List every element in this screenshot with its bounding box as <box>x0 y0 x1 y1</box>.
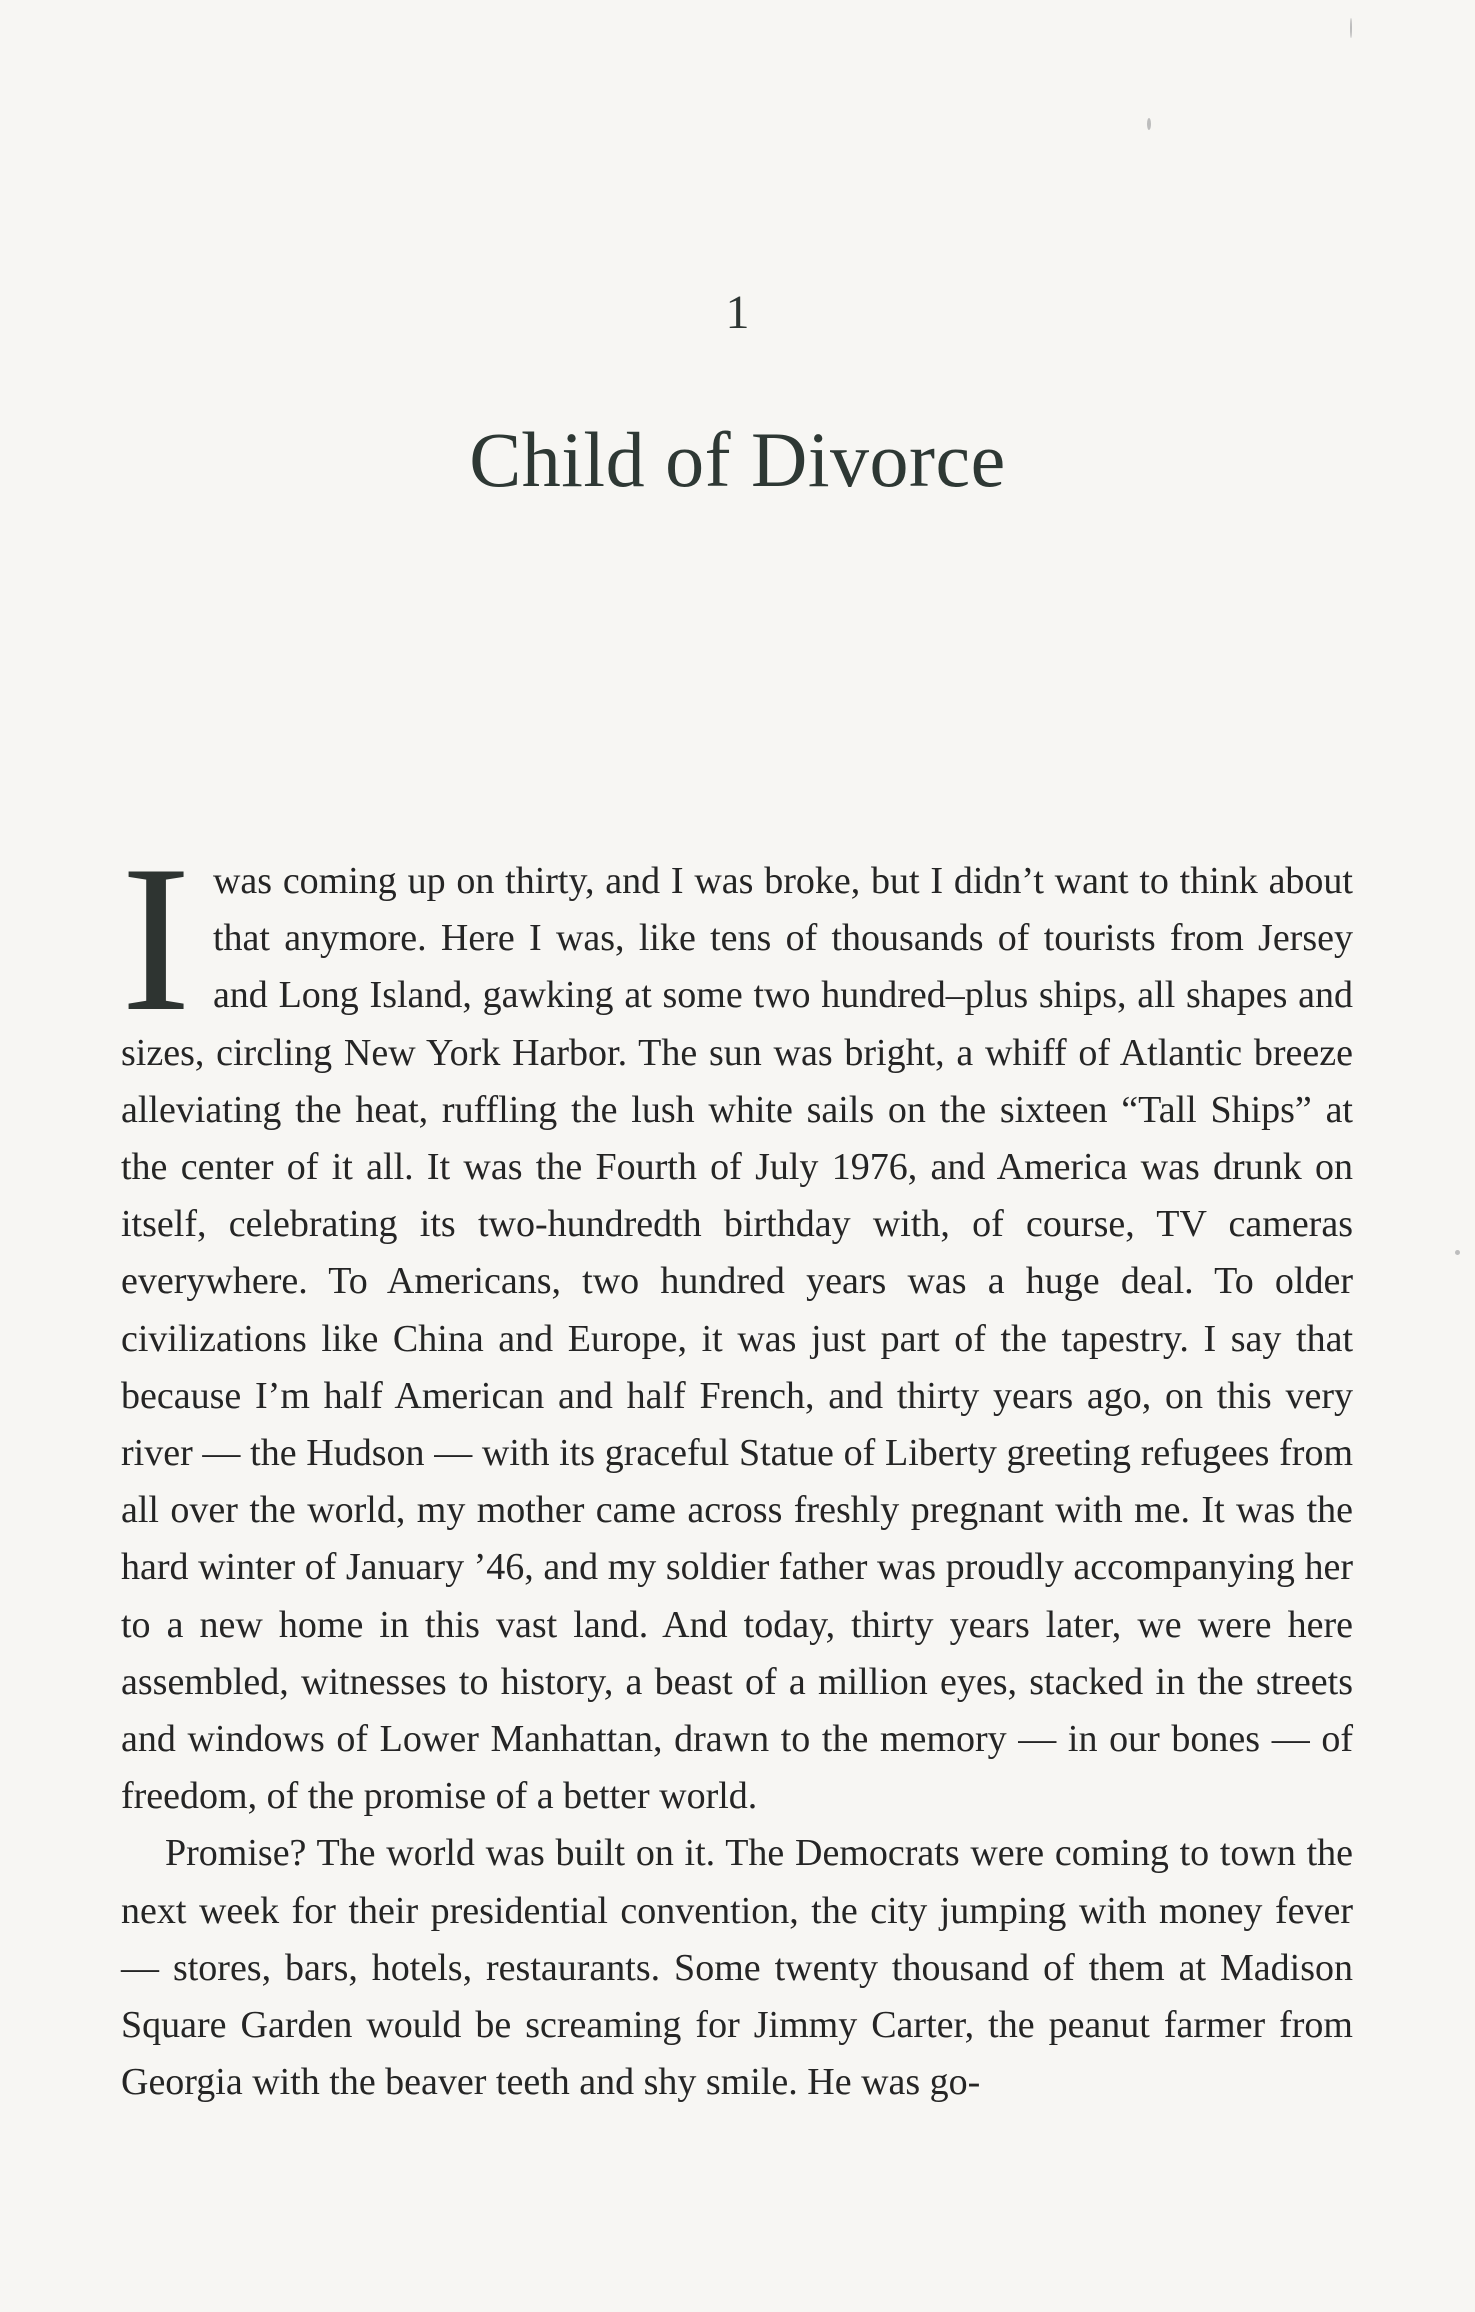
paragraph-1-text: was coming up on thirty, and I was broke, but I didn’t want to think about that anymore. Here I was, like tens of thousands of tourists from Jersey and Long Island, gawking at some two hundred–plus ships, all shapes and sizes, circling New York Harbor. The sun was bright, a whiff of Atlantic breeze alleviating the heat, ruffling the lush white sails on the sixteen “Tall Ships” at the center of it all. It was the Fourth of July 1976, and America was drunk on itself, celebrating its two-hundredth birthday with, of course, TV cameras everywhere. To Americans, two hundred years was a huge deal. To older civilizations like China and Europe, it was just part of the tapestry. I say that because I’m half American and half French, and thirty years ago, on this very river — the Hudson — with its graceful Statue of Liberty greeting refugees from all over the world, my mother came across freshly pregnant with me. It was the hard winter of January ’46, and my soldier father was proudly accompanying her to a new home in this vast land. And today, thirty years later, we were here assembled, witnesses to history, a beast of a million eyes, stacked in the streets and windows of Lower Manhattan, drawn to the memory — in our bones — of freedom, of the promise of a better world. <box>121 860 1353 1818</box>
scan-speck <box>1147 118 1151 130</box>
chapter-number: 1 <box>725 286 750 339</box>
chapter-title: Child of Divorce <box>469 416 1006 503</box>
drop-cap: I <box>121 823 191 1055</box>
paragraph-2: Promise? The world was built on it. The Democrats were coming to town the next week for their presidential convention, the city jumping with money fever — stores, bars, hotels, restaurants. Some twenty thousand of them at Madison Square Garden would be screaming for Jimmy Carter, the peanut farmer from Georgia with the beaver teeth and shy smile. He was go- <box>121 1832 1353 2104</box>
paragraph-1 <box>121 823 1353 1825</box>
scan-speck <box>1350 18 1352 38</box>
scan-speck <box>1455 1250 1460 1255</box>
chapter-body <box>121 823 1353 2111</box>
